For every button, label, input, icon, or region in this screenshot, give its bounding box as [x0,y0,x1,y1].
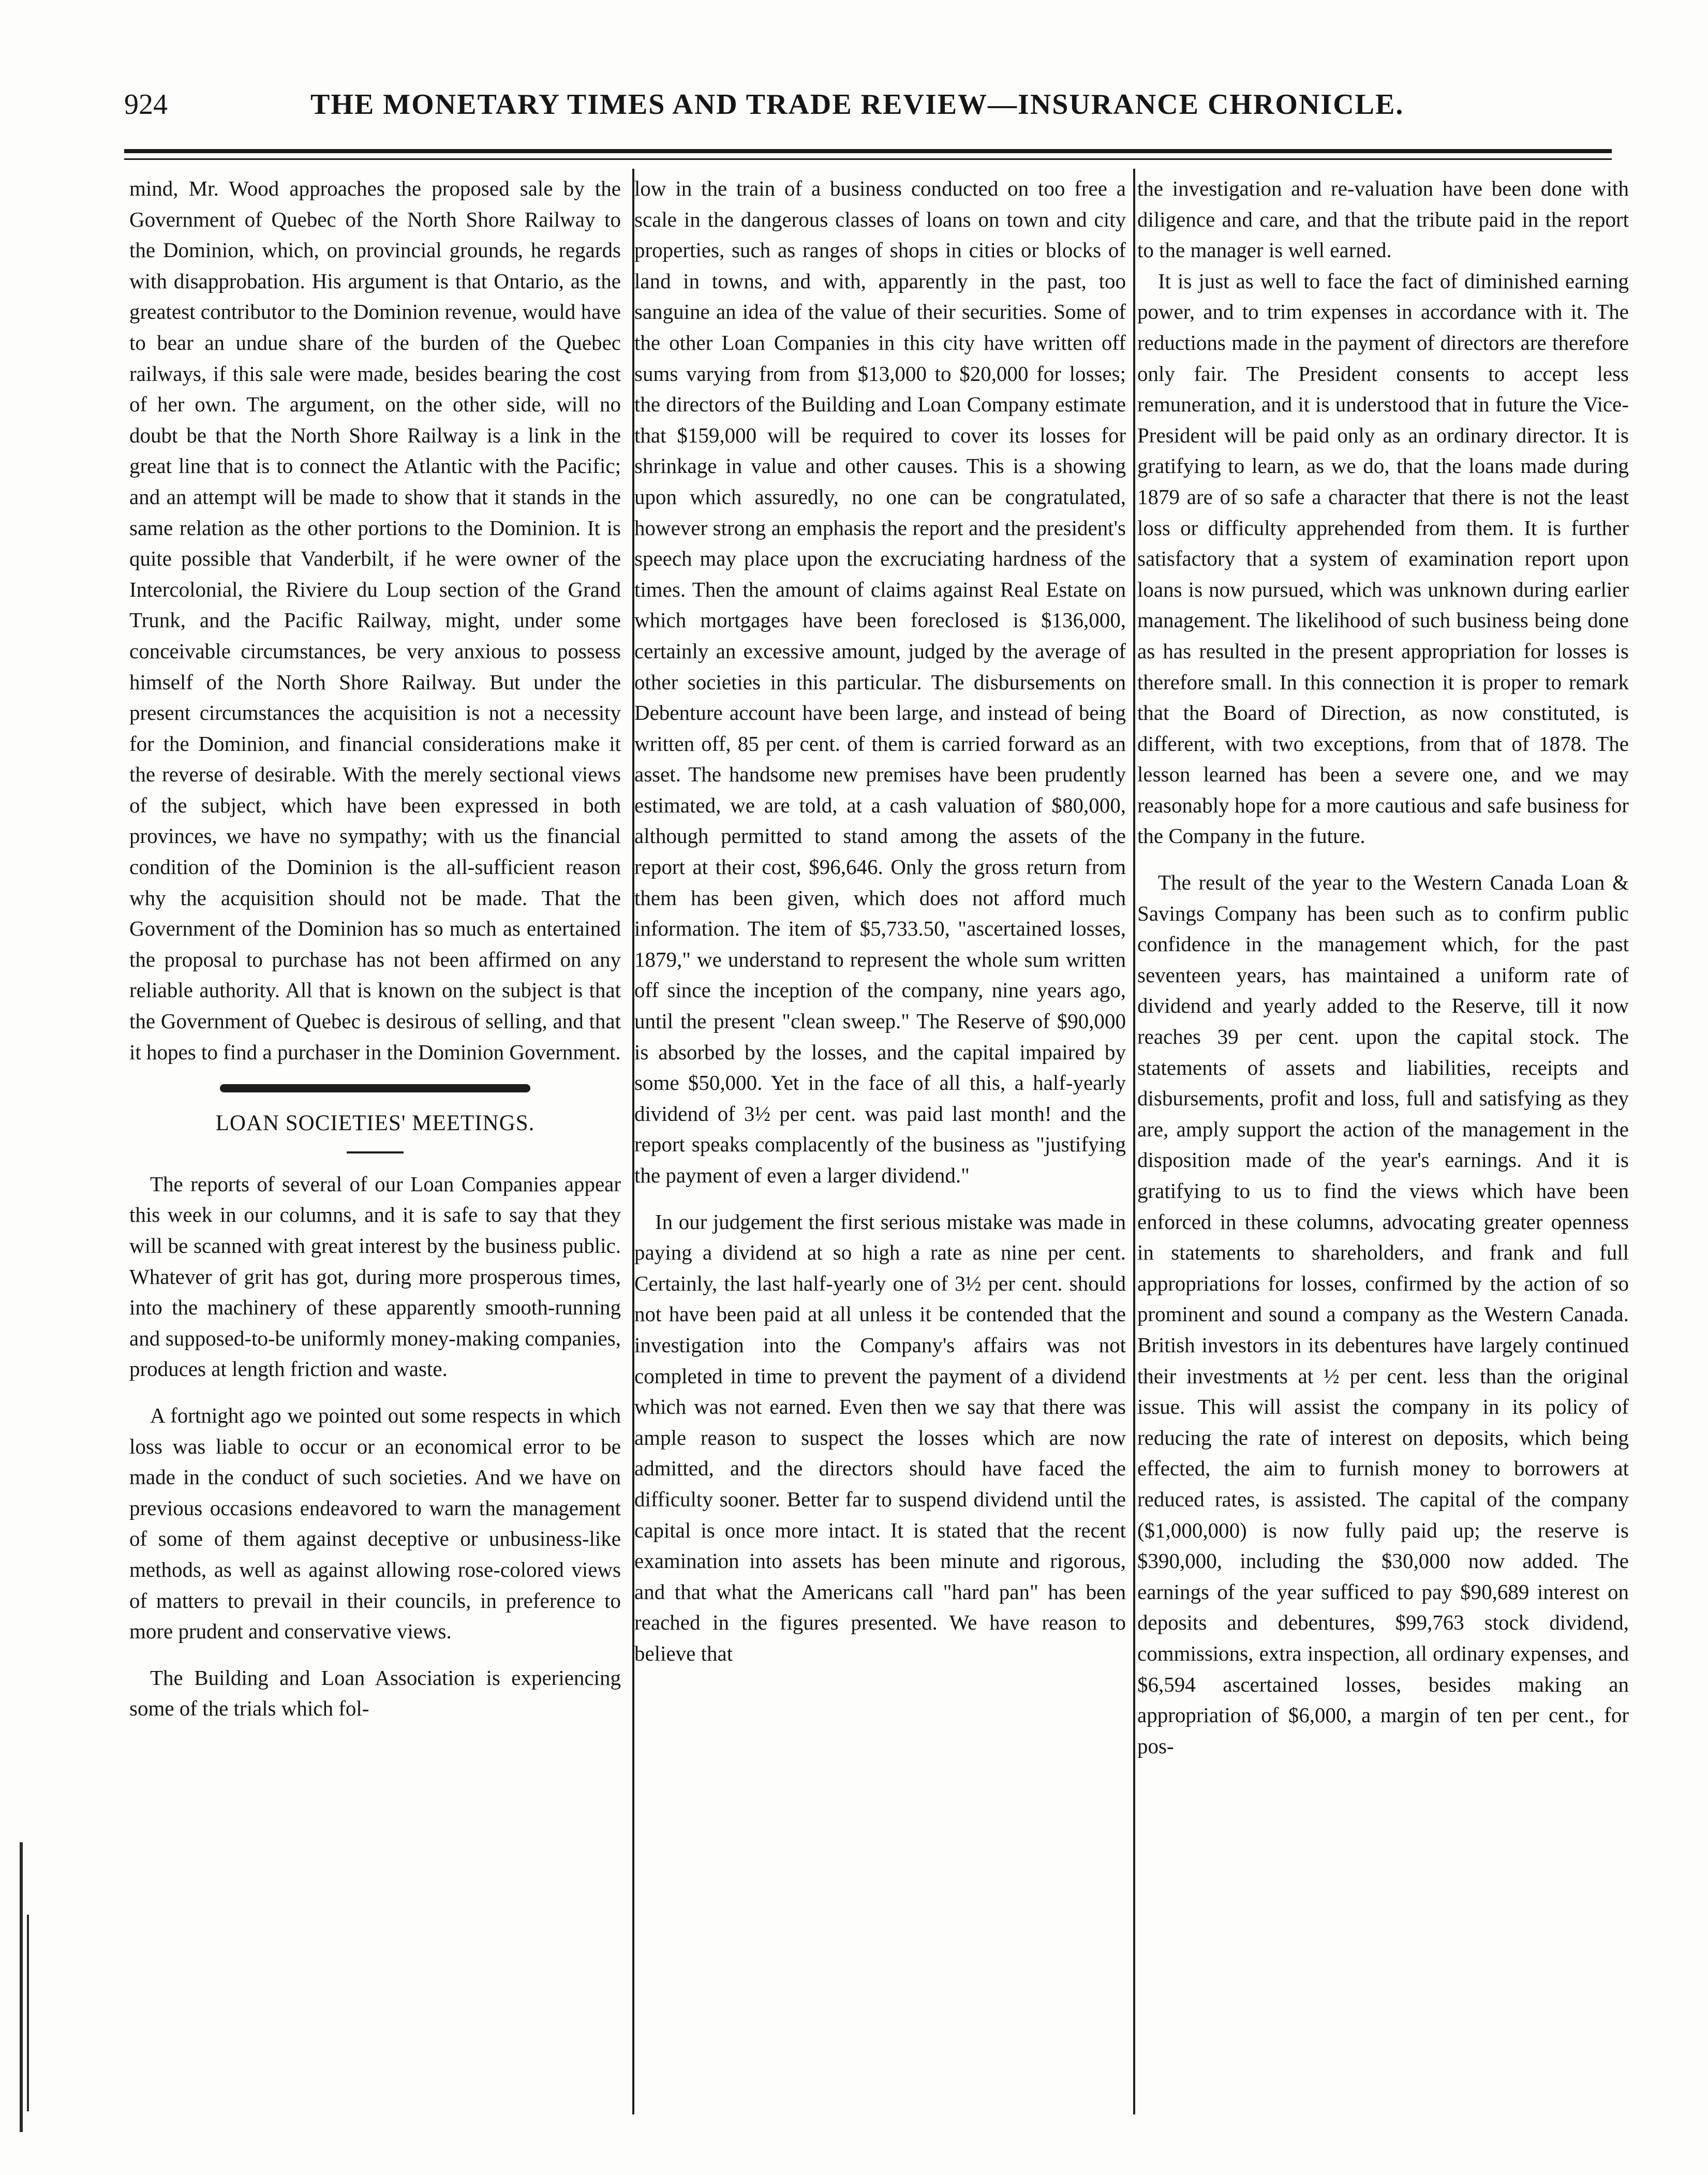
running-head-title: THE MONETARY TIMES AND TRADE REVIEW—INSURANCE CHRONICLE. [310,88,1404,121]
section-ornament-rule [220,1084,530,1092]
paragraph: It is just as well to face the fact of diminished earning power, and to trim expenses in accordance with it. The reductions made in the payment of directors are therefore only fair. The President consents to accept less remuneration, and it is understood that in future the Vice-President will be paid only as an ordinary director. It is gratifying to learn, as we do, that the loans made during 1879 are of so safe a character that there is not the least loss or difficulty apprehended from them. It is further satisfactory that a system of examination report upon loans is now pursued, which was unknown during earlier management. The likelihood of such business being done as has resulted in the present appropriation for losses is therefore small. In this connection it is proper to remark that the Board of Direction, as now constituted, is different, with two exceptions, from that of 1878. The lesson learned has been a severe one, and we may reasonably hope for a more cautious and safe business for the Company in the future. [1137,269,1629,848]
paragraph: A fortnight ago we pointed out some respects in which loss was liable to occur or an economical error to be made in the conduct of such societies. And we have on previous occasions endeavored to warn the management of some of them against deceptive or unbusiness-like methods, as well as against allowing rose-colored views of matters to prevail in their councils, in preference to more prudent and conservative views. [129,1403,621,1644]
column-3 [1137,173,1629,2119]
header-rule-thick [124,149,1612,153]
column-divider-2 [1133,169,1135,2114]
column-2 [634,173,1126,2119]
paragraph: the investigation and re-valuation have been done with diligence and care, and that the tribute paid in the report to the manager is well earned. [1137,176,1629,262]
header-rule-thin [124,158,1612,160]
margin-scan-mark [20,1842,23,2132]
margin-scan-mark [27,1915,29,2111]
paragraph: low in the train of a business conducted on too free a scale in the dangerous classes of loans on town and city properties, such as ranges of shops in cities or blocks of land in towns, and with, apparently in the past, too sanguine an idea of the value of their securities. Some of the other Loan Companies in this city have written off sums varying from from $13,000 to $20,000 for losses; the directors of the Building and Loan Company estimate that $159,000 will be required to cover its losses for shrinkage in value and other causes. This is a showing upon which assuredly, no one can be congratulated, however strong an emphasis the report and the president's speech may place upon the excruciating hardness of the times. Then the amount of claims against Real Estate on which mortgages have been foreclosed is $136,000, certainly an excessive amount, judged by the average of other societies in this particular. The disbursements on Debenture account have been large, and instead of being written off, 85 per cent. of them is carried forward as an asset. The handsome new premises have been prudently estimated, we are told, at a cash valuation of $80,000, although permitted to stand among the assets of the report at their cost, $96,646. Only the gross return from them has been given, which does not afford much information. The item of $5,733.50, "ascertained losses, 1879," we understand to represent the whole sum written off since the inception of the company, nine years ago, until the present "clean sweep." The Reserve of $90,000 is absorbed by the losses, and the capital impaired by some $50,000. Yet in the face of all this, a half-yearly dividend of 3½ per cent. was paid last month! and the report speaks complacently of the business as "justifying the payment of even a larger dividend." [634,176,1126,1187]
paragraph: In our judgement the first serious mistake was made in paying a dividend at so high a rate as nine per cent. Certainly, the last half-yearly one of 3½ per cent. should not have been paid at all unless it be contended that the investigation into the Company's affairs was not completed in time to prevent the payment of a dividend which was not earned. Even then we say that there was ample reason to suspect the losses which are now admitted, and the directors should have faced the difficulty sooner. Better far to suspend dividend until the capital is once more intact. It is stated that the recent examination into assets has been minute and rigorous, and that what the Americans call "hard pan" has been reached in the figures presented. We have reason to believe that [634,1209,1126,1665]
paragraph: mind, Mr. Wood approaches the proposed sale by the Government of Quebec of the North Shore Railway to the Dominion, which, on provincial grounds, he regards with disapprobation. His argument is that Ontario, as the greatest contributor to the Dominion revenue, would have to bear an undue share of the burden of the Quebec railways, if this sale were made, besides bearing the cost of her own. The argument, on the other side, will no doubt be that the North Shore Railway is a link in the great line that is to connect the Atlantic with the Pacific; and an attempt will be made to show that it stands in the same relation as the other portions to the Dominion. It is quite possible that Vanderbilt, if he were owner of the Intercolonial, the Riviere du Loup section of the Grand Trunk, and the Pacific Railway, might, under some conceivable circumstances, be very anxious to possess himself of the North Shore Railway. But under the present circumstances the acquisition is not a necessity for the Dominion, and financial considerations make it the reverse of desirable. With the merely sectional views of the subject, which have been expressed in both provinces, we have no sympathy; with us the financial condition of the Dominion is the all-sufficient reason why the acquisition should not be made. That the Government of the Dominion has so much as entertained the proposal to purchase has not been affirmed on any reliable authority. All that is known on the subject is that the Government of Quebec is desirous of selling, and that it hopes to find a purchaser in the Dominion Government. [129,176,621,1064]
paragraph: The reports of several of our Loan Companies appear this week in our columns, and it is safe to say that they will be scanned with great interest by the business public. Whatever of grit has got, during more prosperous times, into the machinery of these apparently smooth-running and supposed-to-be uniformly money-making companies, produces at length friction and waste. [129,1172,621,1381]
paragraph: The result of the year to the Western Canada Loan & Savings Company has been such as to confirm public confidence in the management which, for the past seventeen years, has maintained a uniform rate of dividend and yearly added to the Reserve, till it now reaches 39 per cent. upon the capital stock. The statements of assets and liabilities, receipts and disbursements, profit and loss, full and satisfying as they are, amply support the action of the management in the disposition made of the year's earnings. And it is gratifying to us to find the views which have been enforced in these columns, advocating greater openness in statements to shareholders, and frank and full appropriations for losses, confirmed by the action of so prominent and sound a company as the Western Canada. British investors in its debentures have largely continued their investments at ½ per cent. less than the original issue. This will assist the company in its policy of reducing the rate of interest on deposits, which being effected, the aim to furnish money to borrowers at reduced rates, is assisted. The capital of the company ($1,000,000) is now fully paid up; the reserve is $390,000, including the $30,000 now added. The earnings of the year sufficed to pay $90,689 interest on deposits and debentures, $99,763 stock dividend, commissions, extra inspection, all ordinary expenses, and $6,594 ascertained losses, besides making an appropriation of $6,000, a margin of ten per cent., for pos- [1137,870,1629,1758]
page-number: 924 [124,88,168,121]
paragraph: The Building and Loan Association is experiencing some of the trials which fol- [129,1665,621,1721]
column-1 [129,173,621,2119]
section-heading: LOAN SOCIETIES' MEETINGS. [215,1111,535,1136]
section-short-rule [347,1151,404,1153]
page-header [124,88,1614,135]
